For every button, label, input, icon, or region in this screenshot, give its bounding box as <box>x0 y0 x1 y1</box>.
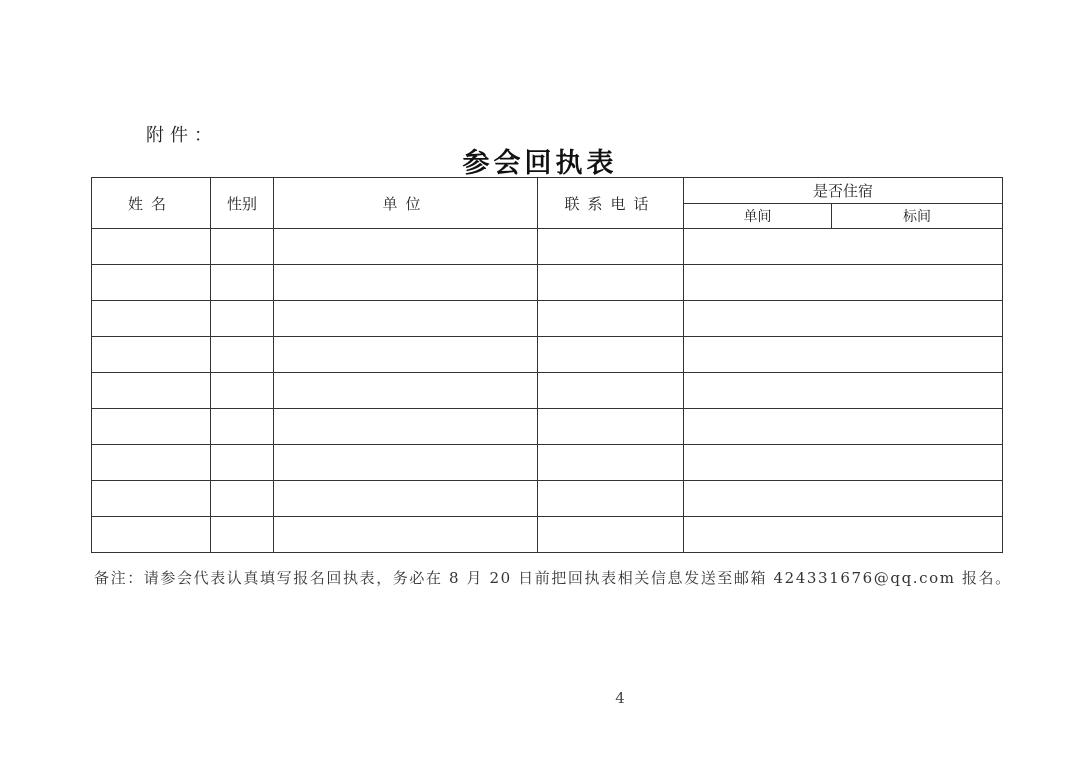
page-number: 4 <box>615 689 625 707</box>
form-cell[interactable] <box>538 445 684 481</box>
header-organization: 单位 <box>274 178 538 229</box>
form-cell[interactable] <box>274 373 538 409</box>
form-cell[interactable] <box>92 265 211 301</box>
form-cell[interactable] <box>92 337 211 373</box>
accommodation-cell[interactable] <box>684 265 1003 301</box>
form-cell[interactable] <box>92 517 211 553</box>
form-cell[interactable] <box>211 301 274 337</box>
form-cell[interactable] <box>274 409 538 445</box>
form-cell[interactable] <box>538 517 684 553</box>
accommodation-cell[interactable] <box>684 517 1003 553</box>
accommodation-cell[interactable] <box>684 301 1003 337</box>
form-cell[interactable] <box>274 517 538 553</box>
header-standard-room: 标间 <box>832 204 1003 229</box>
form-cell[interactable] <box>211 373 274 409</box>
form-cell[interactable] <box>538 373 684 409</box>
form-cell[interactable] <box>92 301 211 337</box>
table-row <box>92 445 1003 481</box>
attachment-label: 附件： <box>146 125 218 146</box>
form-cell[interactable] <box>211 337 274 373</box>
table-row <box>92 481 1003 517</box>
form-cell[interactable] <box>211 229 274 265</box>
header-accommodation: 是否住宿 <box>684 178 1003 204</box>
form-cell[interactable] <box>92 229 211 265</box>
header-phone: 联系电话 <box>538 178 684 229</box>
form-cell[interactable] <box>92 373 211 409</box>
form-cell[interactable] <box>274 481 538 517</box>
form-cell[interactable] <box>538 409 684 445</box>
table-body <box>92 229 1003 553</box>
registration-receipt-table <box>91 177 1003 553</box>
form-cell[interactable] <box>274 265 538 301</box>
form-cell[interactable] <box>92 445 211 481</box>
form-cell[interactable] <box>538 265 684 301</box>
header-gender: 性别 <box>211 178 274 229</box>
table-row <box>92 229 1003 265</box>
table-row <box>92 409 1003 445</box>
form-cell[interactable] <box>538 301 684 337</box>
form-cell[interactable] <box>211 517 274 553</box>
header-name: 姓名 <box>92 178 211 229</box>
header-single-room: 单间 <box>684 204 832 229</box>
form-cell[interactable] <box>92 409 211 445</box>
form-cell[interactable] <box>211 265 274 301</box>
accommodation-cell[interactable] <box>684 481 1003 517</box>
table-row <box>92 517 1003 553</box>
accommodation-cell[interactable] <box>684 409 1003 445</box>
table-row <box>92 373 1003 409</box>
accommodation-cell[interactable] <box>684 373 1003 409</box>
accommodation-cell[interactable] <box>684 229 1003 265</box>
table-row <box>92 301 1003 337</box>
form-cell[interactable] <box>211 481 274 517</box>
form-cell[interactable] <box>538 337 684 373</box>
accommodation-cell[interactable] <box>684 445 1003 481</box>
form-cell[interactable] <box>538 229 684 265</box>
form-cell[interactable] <box>274 229 538 265</box>
table-row <box>92 337 1003 373</box>
accommodation-cell[interactable] <box>684 337 1003 373</box>
form-cell[interactable] <box>211 445 274 481</box>
page-title: 参会回执表 <box>462 148 618 179</box>
form-cell[interactable] <box>274 301 538 337</box>
form-cell[interactable] <box>274 337 538 373</box>
form-cell[interactable] <box>92 481 211 517</box>
form-cell[interactable] <box>274 445 538 481</box>
form-cell[interactable] <box>538 481 684 517</box>
table-row <box>92 265 1003 301</box>
remark-note: 备注：请参会代表认真填写报名回执表，务必在 8 月 20 日前把回执表相关信息发送至邮箱 424331676@qq.com 报名。 <box>94 569 1012 587</box>
form-cell[interactable] <box>211 409 274 445</box>
